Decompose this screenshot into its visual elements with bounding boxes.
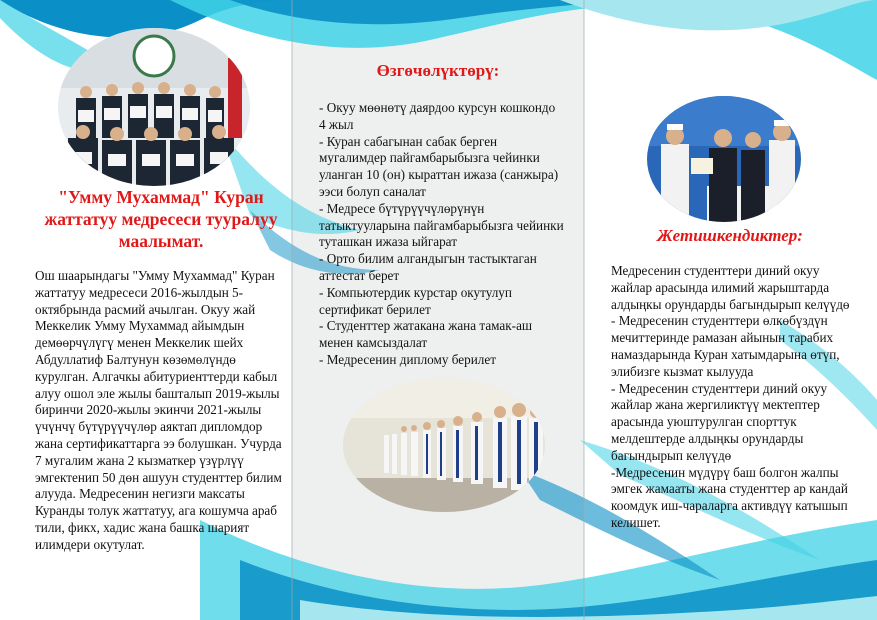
feature-item: - Студенттер жатакана жана тамак-аш менен камсыздалат: [319, 318, 533, 351]
left-body-text: [35, 268, 287, 554]
feature-item: - Медресе бүтүрүүчүлөрүнүн татыктууларына пайгамбарыбызга чейинки туташкан ижаза ыйгарат: [319, 200, 564, 250]
achievement-item: -Медресенин мүдүрү баш болгон жалпы эмгек жамааты жана студенттер ар кандай коомдук иш-чараларга активдүү катышып келишет.: [611, 464, 848, 530]
middle-heading: Өзгөчөлүктөрү:: [376, 61, 500, 80]
features-list: [319, 100, 564, 369]
left-heading: "Умму Мухаммад" Куран жаттатуу медресеси тууралуу маалымат.: [44, 187, 278, 251]
feature-item: - Медресенин диплому берилет: [319, 351, 496, 367]
fold-line-1: [291, 0, 293, 620]
achievements-list: [611, 263, 856, 532]
feature-item: - Компьютердик курстар окутулуп сертификат берилет: [319, 284, 512, 317]
students-lineup-photo: [343, 378, 545, 512]
achievement-item: - Медресенин студенттери өлкөбүздүн мечиттеринде рамазан айынын тарабих намаздарында Куран хатымдарына өтүп, элибизге кызмат кылууда: [611, 313, 840, 379]
right-heading: Жетишкендиктер:: [657, 226, 803, 245]
feature-item: - Окуу мөөнөтү даярдоо курсун кошкондо 4 жыл: [319, 100, 556, 132]
achievement-item: - Медресенин студенттери диний окуу жайлар жана жергиликтүү мектептер арасында уюштурулган спорттук мелдештерде алдыңкы орундарды багындырып келүүдө: [611, 380, 828, 463]
about-paragraph: Ош шаарындагы "Умму Мухаммад" Куран жаттатуу медресеси 2016-жылдын 5-октябрында расмий ачылган. Окуу жай Меккелик Умму Мухаммад айымдын демөөрчүлүгү менен Меккелик шейх Абдуллатиф Балтунун көзөмөлүндө курулган. Алгачкы абитуриенттерди кабыл алуу ошол эле жылы башталып 2019-жылы биринчи 2020-жылы экинчи 2021-жылы үчүнчү бүтүрүүчүлөр аяктап дипломдор жана сертификаттарга ээ болушкан. Учурда 7 мугалим жана 2 кызматкер үзүрлүү эмгектенип 50 дөн ашуун студенттер билим алууда. Медресенин негизги максаты Куранды толук жаттатуу, ага кошумча араб тили, фикх, хадис жана башка шарият илимдери окутулат.: [35, 268, 282, 552]
feature-item: - Куран сабагынан сабак берген мугалимдер пайгамбарыбызга чейинки уланган 10 (он) кыраттан ижаза (санжыра) ээси болуп саналат: [319, 133, 559, 199]
award-ceremony-photo: [647, 96, 801, 222]
fold-line-2: [583, 0, 585, 620]
group-photo-graduates: [58, 28, 250, 186]
achievement-item: Медресенин студенттери диний окуу жайлар арасында илимий жарыштарда алдыңкы орундарды багындырып келүүдө: [611, 263, 850, 312]
feature-item: - Орто билим алгандыгын тастыктаган аттестат берет: [319, 251, 537, 283]
